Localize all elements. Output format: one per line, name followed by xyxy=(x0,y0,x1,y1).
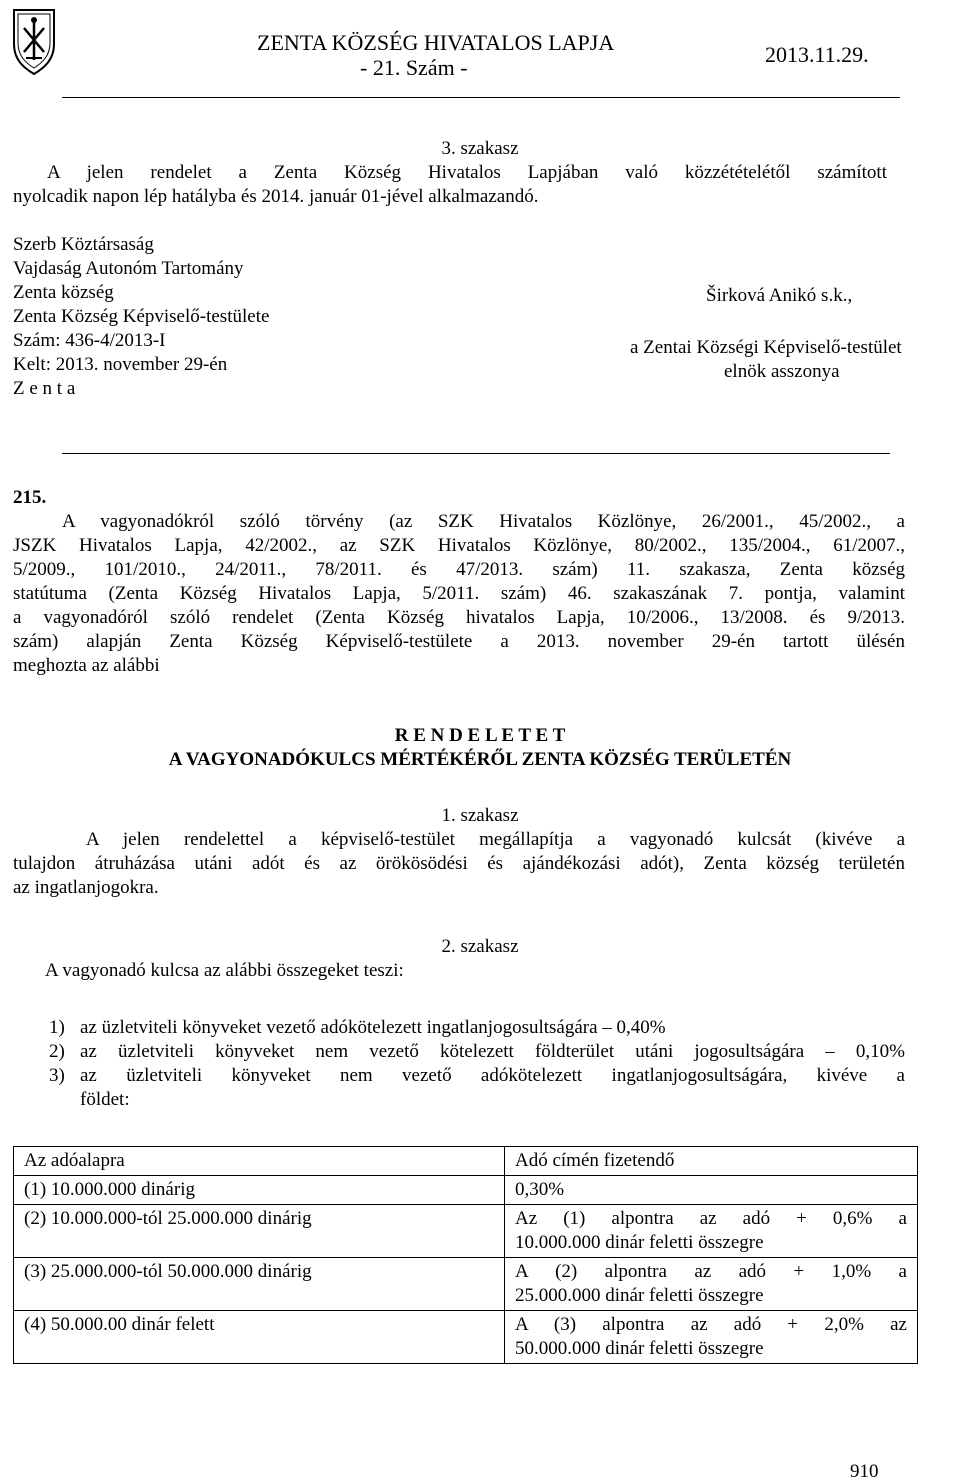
signatory-role: elnök asszonya xyxy=(724,361,840,382)
section-2-intro: A vagyonadó kulcsa az alábbi összegeket teszi: xyxy=(45,960,404,981)
table-row xyxy=(14,1311,918,1364)
table-row xyxy=(14,1258,918,1311)
table-header-cell: Az adóalapra xyxy=(14,1147,505,1176)
preamble-line: JSZK Hivatalos Lapja, 42/2002., az SZK Hivatalos Közlönye, 80/2002., 135/2004., 61/2007., xyxy=(13,535,905,556)
table-row xyxy=(14,1176,918,1205)
coat-of-arms-icon xyxy=(10,6,58,76)
paragraph-line: A jelen rendelettel a képviselő-testület megállapítja a vagyonadó kulcsát (kivéve a xyxy=(86,829,905,850)
preamble-line: a vagyonadóról szóló rendelet (Zenta Község hivatalos Lapja, 10/2006., 13/2008. és 9/2013. xyxy=(13,607,905,628)
section-1-text xyxy=(13,828,905,900)
decree-title: R E N D E L E T E T xyxy=(394,725,566,746)
table-header-row xyxy=(14,1147,918,1176)
preamble-line: szám) alapján Zenta Község Képviselő-testülete a 2013. november 29-én tartott ülésén xyxy=(13,631,905,652)
issuer-line: Szám: 436-4/2013-I xyxy=(13,330,166,351)
paragraph-line: nyolcadik napon lép hatályba és 2014. január 01-jével alkalmazandó. xyxy=(13,186,539,207)
rate-list xyxy=(13,1016,905,1112)
list-item xyxy=(13,1040,905,1064)
tax-amount-line: 25.000.000 dinár feletti összegre xyxy=(515,1285,764,1306)
list-item-text: az üzletviteli könyveket vezető adókötelezett ingatlanjogosultságára – 0,40% xyxy=(80,1017,666,1038)
list-item-number: 3) xyxy=(49,1065,65,1086)
list-item-text: az üzletviteli könyveket nem vezető kötelezett földterület utáni jogosultságára – 0,10% xyxy=(80,1041,905,1062)
tax-rate-table xyxy=(13,1146,918,1364)
decree-number: 215. xyxy=(13,487,47,508)
preamble-line: meghozta az alábbi xyxy=(13,655,160,676)
tax-amount-cell xyxy=(505,1205,918,1258)
paragraph-line: tulajdon átruházása utáni adót és az örökösödési és ajándékozási adót), Zenta község területén xyxy=(13,853,905,874)
issue-date: 2013.11.29. xyxy=(765,42,869,67)
issuer-line: Z e n t a xyxy=(13,378,76,399)
table-row xyxy=(14,1205,918,1258)
decree-preamble xyxy=(13,510,905,678)
tax-amount-line: 10.000.000 dinár feletti összegre xyxy=(515,1232,764,1253)
issuer-block xyxy=(13,233,269,401)
page-number: 910 xyxy=(850,1461,879,1482)
section-heading: 1. szakasz xyxy=(441,805,519,826)
signatory-role: a Zentai Községi Képviselő-testület xyxy=(630,337,902,358)
tax-amount-line: A (3) alpontra az adó + 2,0% az xyxy=(515,1314,907,1335)
issuer-line: Kelt: 2013. november 29-én xyxy=(13,354,228,375)
list-item-text: földet: xyxy=(80,1089,130,1110)
tax-amount-cell xyxy=(505,1176,918,1205)
tax-base-cell: (1) 10.000.000 dinárig xyxy=(14,1176,505,1205)
tax-amount-cell xyxy=(505,1311,918,1364)
tax-amount-line: 50.000.000 dinár feletti összegre xyxy=(515,1338,764,1359)
issuer-line: Zenta Község Képviselő-testülete xyxy=(13,306,270,327)
list-item xyxy=(13,1064,905,1112)
section-rule xyxy=(62,453,890,454)
tax-amount-line: Az (1) alpontra az adó + 0,6% a xyxy=(515,1208,907,1229)
tax-base-cell: (2) 10.000.000-tól 25.000.000 dinárig xyxy=(14,1205,505,1258)
issuer-line: Zenta község xyxy=(13,282,114,303)
issuer-line: Vajdaság Autonóm Tartomány xyxy=(13,258,244,279)
tax-amount-line: 0,30% xyxy=(515,1179,565,1200)
tax-amount-cell xyxy=(505,1258,918,1311)
section-heading: 3. szakasz xyxy=(441,138,519,159)
preamble-line: A vagyonadókról szóló törvény (az SZK Hivatalos Közlönye, 26/2001., 45/2002., a xyxy=(62,511,905,532)
header-rule xyxy=(62,97,900,98)
list-item-number: 2) xyxy=(49,1041,65,1062)
tax-base-cell: (4) 50.000.00 dinár felett xyxy=(14,1311,505,1364)
preamble-line: 5/2009., 101/2010., 24/2011., 78/2011. és 47/2013. szám) 11. szakasza, Zenta község xyxy=(13,559,905,580)
decree-subtitle: A VAGYONADÓKULCS MÉRTÉKÉRŐL ZENTA KÖZSÉG TERÜLETÉN xyxy=(168,749,792,770)
list-item-text: az üzletviteli könyveket nem vezető adókötelezett ingatlanjogosultságára, kivéve a xyxy=(80,1065,905,1086)
paragraph-line: A jelen rendelet a Zenta Község Hivatalos Lapjában való közzétételétől számított xyxy=(47,162,887,183)
tax-base-cell: (3) 25.000.000-tól 50.000.000 dinárig xyxy=(14,1258,505,1311)
table-header-cell: Adó címén fizetendő xyxy=(505,1147,918,1176)
paragraph-line: az ingatlanjogokra. xyxy=(13,877,159,898)
section-heading: 2. szakasz xyxy=(441,936,519,957)
list-item xyxy=(13,1016,905,1040)
signatory-name: Širková Anikó s.k., xyxy=(706,285,853,306)
preamble-line: statútuma (Zenta Község Hivatalos Lapja, 5/2011. szám) 46. szakaszának 7. pontja, valamint xyxy=(13,583,905,604)
tax-amount-line: A (2) alpontra az adó + 1,0% a xyxy=(515,1261,907,1282)
list-item-number: 1) xyxy=(49,1017,65,1038)
issuer-line: Szerb Köztársaság xyxy=(13,234,154,255)
publication-title: ZENTA KÖZSÉG HIVATALOS LAPJA xyxy=(257,30,615,55)
issue-number: - 21. Szám - xyxy=(360,55,468,80)
